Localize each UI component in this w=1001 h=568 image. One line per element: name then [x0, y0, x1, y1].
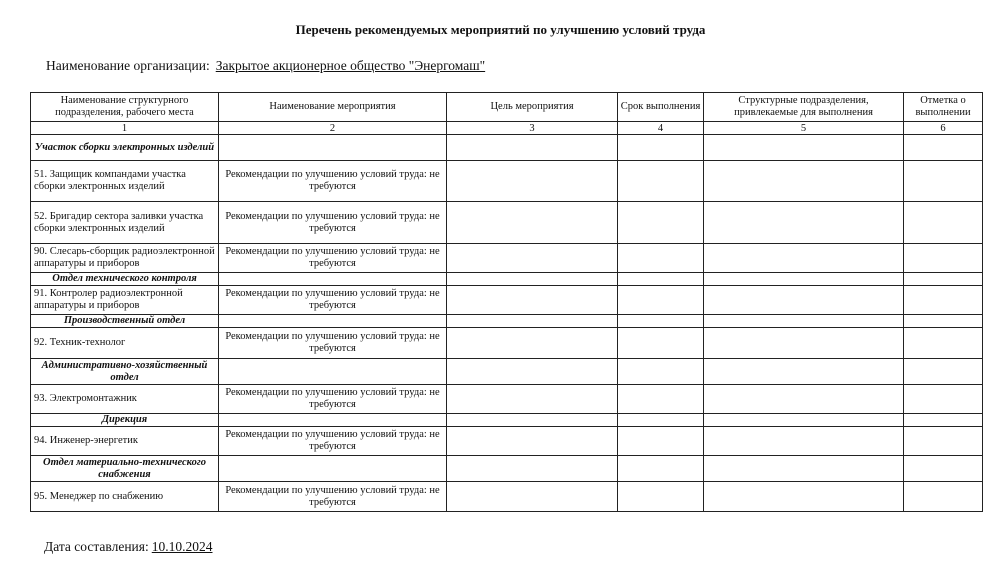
empty-cell	[704, 359, 904, 385]
empty-cell	[704, 244, 904, 273]
measure-cell: Рекомендации по улучшению условий труда: не требуются	[219, 244, 447, 273]
empty-cell	[618, 456, 704, 482]
empty-cell	[904, 328, 983, 359]
empty-cell	[904, 482, 983, 512]
document-title: Перечень рекомендуемых мероприятий по улучшению условий труда	[295, 22, 706, 37]
empty-cell	[618, 359, 704, 385]
empty-cell	[904, 273, 983, 286]
empty-cell	[704, 315, 904, 328]
empty-cell	[618, 286, 704, 315]
empty-cell	[904, 244, 983, 273]
empty-cell	[704, 456, 904, 482]
organization-label: Наименование организации:	[46, 58, 210, 73]
section-row	[31, 414, 983, 427]
organization-line	[46, 58, 485, 74]
empty-cell	[704, 414, 904, 427]
section-row	[31, 315, 983, 328]
empty-cell	[704, 427, 904, 456]
measures-table	[30, 92, 983, 512]
empty-cell	[447, 482, 618, 512]
empty-cell	[618, 273, 704, 286]
header-cell: Срок выполнения	[618, 93, 704, 122]
empty-cell	[618, 482, 704, 512]
measure-cell: Рекомендации по улучшению условий труда: не требуются	[219, 286, 447, 315]
section-title: Отдел технического контроля	[31, 273, 219, 286]
header-cell: Структурные подразделения, привлекаемые для выполнения	[704, 93, 904, 122]
measure-cell: Рекомендации по улучшению условий труда: не требуются	[219, 328, 447, 359]
empty-cell	[447, 161, 618, 202]
empty-cell	[704, 135, 904, 161]
table-row	[31, 328, 983, 359]
measure-cell: Рекомендации по улучшению условий труда: не требуются	[219, 385, 447, 414]
empty-cell	[618, 414, 704, 427]
empty-cell	[219, 273, 447, 286]
table-row	[31, 427, 983, 456]
header-cell: Наименование структурного подразделения, рабочего места	[31, 93, 219, 122]
empty-cell	[447, 456, 618, 482]
empty-cell	[219, 315, 447, 328]
workplace-cell: 94. Инженер-энергетик	[31, 427, 219, 456]
table-row	[31, 161, 983, 202]
empty-cell	[618, 161, 704, 202]
section-row	[31, 359, 983, 385]
section-title: Отдел материально-технического снабжения	[31, 456, 219, 482]
section-title: Производственный отдел	[31, 315, 219, 328]
table-body	[31, 135, 983, 512]
empty-cell	[447, 315, 618, 328]
date-label: Дата составления:	[44, 539, 149, 554]
empty-cell	[219, 414, 447, 427]
table-row	[31, 286, 983, 315]
workplace-cell: 95. Менеджер по снабжению	[31, 482, 219, 512]
empty-cell	[618, 427, 704, 456]
workplace-cell: 93. Электромонтажник	[31, 385, 219, 414]
empty-cell	[704, 273, 904, 286]
section-title: Административно-хозяйственный отдел	[31, 359, 219, 385]
workplace-cell: 92. Техник-технолог	[31, 328, 219, 359]
empty-cell	[447, 359, 618, 385]
workplace-cell: 52. Бригадир сектора заливки участка сборки электронных изделий	[31, 202, 219, 244]
section-title: Участок сборки электронных изделий	[31, 135, 219, 161]
empty-cell	[618, 315, 704, 328]
empty-cell	[904, 161, 983, 202]
workplace-cell: 90. Слесарь-сборщик радиоэлектронной аппаратуры и приборов	[31, 244, 219, 273]
column-number: 2	[219, 122, 447, 135]
empty-cell	[618, 385, 704, 414]
workplace-cell: 51. Защищик компандами участка сборки электронных изделий	[31, 161, 219, 202]
column-number: 4	[618, 122, 704, 135]
header-cell: Цель мероприятия	[447, 93, 618, 122]
empty-cell	[904, 427, 983, 456]
table-row	[31, 202, 983, 244]
empty-cell	[904, 456, 983, 482]
column-number: 5	[704, 122, 904, 135]
empty-cell	[904, 135, 983, 161]
header-row	[31, 93, 983, 122]
workplace-cell: 91. Контролер радиоэлектронной аппаратуры и приборов	[31, 286, 219, 315]
empty-cell	[904, 315, 983, 328]
measure-cell: Рекомендации по улучшению условий труда: не требуются	[219, 202, 447, 244]
table-row	[31, 482, 983, 512]
column-number: 1	[31, 122, 219, 135]
organization-name: Закрытое акционерное общество "Энергомаш"	[215, 58, 486, 73]
empty-cell	[447, 385, 618, 414]
empty-cell	[704, 328, 904, 359]
measure-cell: Рекомендации по улучшению условий труда: не требуются	[219, 161, 447, 202]
empty-cell	[447, 414, 618, 427]
empty-cell	[447, 328, 618, 359]
empty-cell	[704, 202, 904, 244]
empty-cell	[219, 135, 447, 161]
empty-cell	[219, 456, 447, 482]
empty-cell	[904, 414, 983, 427]
empty-cell	[447, 202, 618, 244]
empty-cell	[219, 359, 447, 385]
empty-cell	[704, 286, 904, 315]
empty-cell	[904, 202, 983, 244]
table-row	[31, 244, 983, 273]
measure-cell: Рекомендации по улучшению условий труда: не требуются	[219, 427, 447, 456]
header-cell: Наименование мероприятия	[219, 93, 447, 122]
empty-cell	[447, 273, 618, 286]
empty-cell	[618, 202, 704, 244]
section-row	[31, 135, 983, 161]
empty-cell	[447, 244, 618, 273]
empty-cell	[904, 286, 983, 315]
empty-cell	[704, 161, 904, 202]
header-cell: Отметка о выполнении	[904, 93, 983, 122]
column-number-row	[31, 122, 983, 135]
empty-cell	[904, 385, 983, 414]
section-row	[31, 273, 983, 286]
column-number: 6	[904, 122, 983, 135]
empty-cell	[447, 427, 618, 456]
empty-cell	[904, 359, 983, 385]
empty-cell	[618, 328, 704, 359]
empty-cell	[704, 482, 904, 512]
empty-cell	[447, 135, 618, 161]
measure-cell: Рекомендации по улучшению условий труда: не требуются	[219, 482, 447, 512]
date-value: 10.10.2024	[151, 539, 213, 554]
empty-cell	[618, 135, 704, 161]
empty-cell	[618, 244, 704, 273]
section-row	[31, 456, 983, 482]
section-title: Дирекция	[31, 414, 219, 427]
date-line	[44, 539, 213, 555]
empty-cell	[447, 286, 618, 315]
empty-cell	[704, 385, 904, 414]
table-row	[31, 385, 983, 414]
column-number: 3	[447, 122, 618, 135]
